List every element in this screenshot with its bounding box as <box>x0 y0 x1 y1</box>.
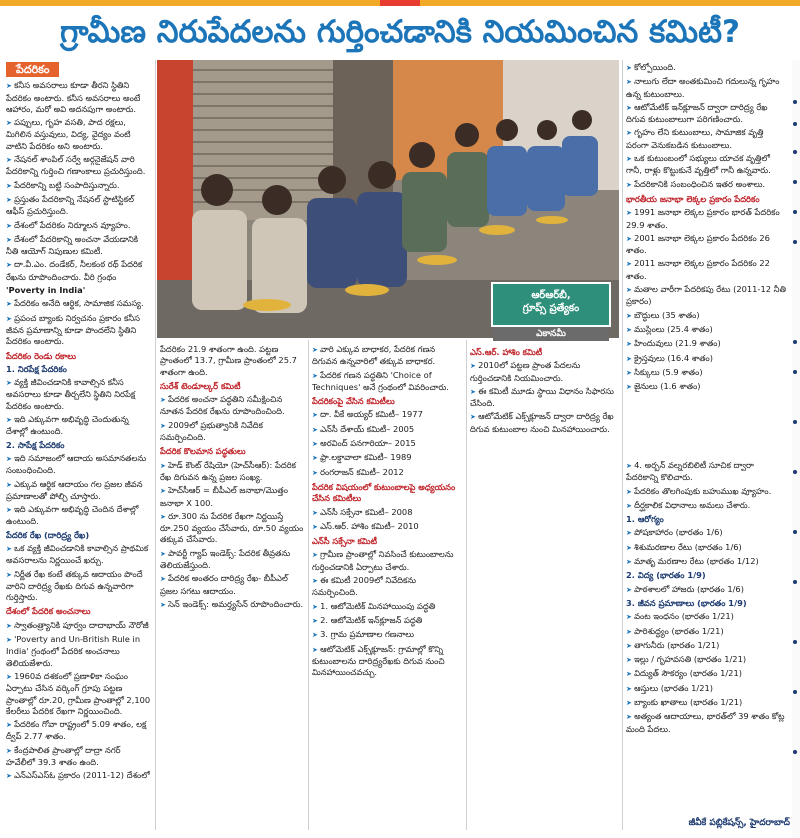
text-line: ➤ రంగరాజన్ కమిటీ– 2012 <box>312 467 462 479</box>
text-line: ➤ పోషకాహారం (భారతం 1/6) <box>626 527 788 539</box>
text-line: ➤ పేదరిక అంతరం దారిద్ర్య రేఖ- బీపీఎల్ ప్రజల సగటు ఆదాయం. <box>160 573 305 597</box>
text-line: ➤ పేదరికం గోవా రాష్ట్రంలో 5.09 శాతం, లక్ష ద్వీప్ 2.77 శాతం. <box>6 719 152 743</box>
text-line: ➤ జైనులు (1.6 శాతం) <box>626 381 786 393</box>
text-line: ➤ 1991 జనాభా లెక్కల ప్రకారం భారత్ పేదరికం 29.9 శాతం. <box>626 207 786 231</box>
india-list <box>6 620 152 783</box>
saxena-list <box>312 549 462 678</box>
text-line: ➤ గృహం లేని కుటుంబాలు, సామాజిక వృత్తి పరంగా వెనుకబడిన కుటుంబాలు. <box>626 127 786 151</box>
intro2-list <box>6 298 152 347</box>
adjacent-page-edge <box>792 60 800 838</box>
health-heading: 1. ఆరోగ్యం <box>626 514 664 525</box>
text-line: ➤ ఎక్కువ ఆర్థిక ఆదాయం గల ప్రజల జీవన ప్రమాణాలతో పోల్చి చూస్తారు. <box>6 479 152 503</box>
col3-top-list <box>312 344 462 393</box>
text-line: ➤ హెచ్‌సీఆర్ = బీపీఎల్ జనాభా/మొత్తం జనాభా X 100. <box>160 485 305 509</box>
text-line: ➤ 2009లో ప్రభుత్వానికి నివేదిక సమర్పించింది. <box>160 420 305 444</box>
text-line: ➤ సిక్కులు (5.9 శాతం) <box>626 367 786 379</box>
column-divider <box>308 340 309 830</box>
category-badge <box>491 282 611 339</box>
text-line: ➤ దేశంలో పేదరికం నిర్మూలన వ్యూహం. <box>6 220 152 232</box>
author-label: ఎకానమీ <box>493 327 609 341</box>
text-line: పేదరికం 21.9 శాతంగా ఉంది. పట్టణ ప్రాంతంలో 13.7, గ్రామీణ ప్రాంతంలో 25.7 శాతంగా ఉంది. <box>160 344 297 377</box>
health-list <box>626 527 788 568</box>
text-line: ➤ పేదరికం అనేది ఆర్థిక, సామాజిక సమస్య. <box>6 298 152 310</box>
absolute-heading: 1. నిరపేక్ష పేదరికం <box>6 363 67 374</box>
measure-list <box>160 460 305 612</box>
top-color-bar <box>0 0 800 6</box>
source-credit: జీవీకే పబ్లికేషన్స్, హైదరాబాద్ <box>688 818 790 828</box>
badge-line-1: ఆర్‌ఆర్‌బీ, <box>531 290 571 301</box>
col2-top-list <box>160 344 305 378</box>
column-divider <box>466 340 467 830</box>
text-line: ➤ గ్రామీణ ప్రాంతాల్లో నివసించే కుటుంబాలను గుర్తించడానికి ఏర్పాటు చేశారు. <box>312 549 462 573</box>
census-heading: భారతీయ జనాభా లెక్కల ప్రకారం పేదరికం <box>626 193 760 204</box>
text-line: ➤ 2011 జనాభా లెక్కల ప్రకారం పేదరికం 22 శాతం. <box>626 258 786 282</box>
relative-list <box>6 453 152 528</box>
text-line: ➤ ఆటోమెటిక్ ఎక్స్‌క్లూజన్: గ్రామాల్లో కొన్ని కుటుంబాలను దారిద్ర్యరేఖకు దిగువ నుంచి మినహాయించవచ్చు. <box>312 644 462 679</box>
rural-list <box>312 507 462 534</box>
text-line: ➤ రూ.300 ను పేదరిక రేఖగా నిర్ణయిస్తే రూ.250 వ్యయం చేసేవారు, రూ.50 వ్యయం తక్కువ చేసేవారు. <box>160 511 305 546</box>
column-2 <box>160 344 305 834</box>
census-list <box>626 207 786 393</box>
text-line: ➤ పేదరిక గణన పద్ధతిని 'Choice of Techniques' అనే గ్రంథంలో వివరించారు. <box>312 370 462 394</box>
col5-items <box>626 460 788 512</box>
text-line: ➤ సెన్ ఇండెక్స్: అమర్త్యసేన్ రూపొందించారు. <box>160 599 305 611</box>
book-title: 'Poverty in India' <box>6 285 86 296</box>
edu-list <box>626 584 788 596</box>
text-line: ➤ ఎన్ఎస్ఎస్ఓ ప్రకారం (2011-12) దేశంలో <box>6 770 152 782</box>
text-line: ➤ ఎస్.ఆర్. హాశిం కమిటీ– 2010 <box>312 521 462 533</box>
text-line: ➤ పారిశుద్ధ్యం (భారతం 1/21) <box>626 626 788 638</box>
text-line: ➤ ఇది సమాజంలో ఆదాయ అసమానతలను సంబంధించింది. <box>6 453 152 477</box>
text-line: ➤ 1960వ దశకంలో ప్రణాళికా సంఘం ఏర్పాటు చేసిన వర్కింగ్ గ్రూపు పట్టణ ప్రాంతాల్లో రూ.20, గ్రామీణ ప్రాంతాల్లో 2,100 కేలరీలు పేదరిక రేఖగా నిర్ణయించింది. <box>6 671 152 717</box>
text-line: ➤ హిందువులు (21.9 శాతం) <box>626 338 786 350</box>
committees-heading: పేదరికంపై వేసిన కమిటీలు <box>312 396 395 407</box>
text-line: ➤ పేదరికం తొలగింపుకు బహుముఖ వ్యూహం. <box>626 486 788 498</box>
committees-list <box>312 409 462 478</box>
text-line: ➤ క్రైస్తవులు (16.4 శాతం) <box>626 353 786 365</box>
line-list <box>6 543 152 603</box>
text-line: ➤ 'Poverty and Un-British Rule in India' గ్రంథంలో పేదరిక అంచనాలు తెలియజేశారు. <box>6 634 152 669</box>
text-line: ➤ దేశంలో పేదరికాన్ని అంచనా వేయడానికి నీతి ఆయోగ్ నిపుణుల కమిటీ. <box>6 234 152 258</box>
column-4b <box>470 344 620 834</box>
column-5 <box>626 460 788 815</box>
text-line: ➤ వ్యక్తి జీవించడానికి కావాల్సిన కనీస అవసరాలు కూడా తీర్చలేని స్థితిని నిరపేక్ష పేదరికం అంటారు. <box>6 377 152 412</box>
section-tag: పేదరికం <box>6 62 59 77</box>
relative-heading: 2. సాపేక్ష పేదరికం <box>6 439 65 450</box>
text-line: ➤ పేదరికానికి సంబంధించిన ఇతర అంశాలు. <box>626 179 786 191</box>
text-line: ➤ పప్పులు, గృహ వసతి, పాద రక్షలు, మిగిలిన వస్తువులు, విద్య, వైద్యం వంటి వాటిని పేదరికం అని అంటారు. <box>6 117 152 152</box>
suresh-list <box>160 394 305 443</box>
text-line: ➤ పాఠశాలలో హాజరు (భారతం 1/6) <box>626 584 788 596</box>
column-4 <box>626 62 786 457</box>
text-line: ➤ విద్యుత్ సౌకర్యం (భారతం 1/21) <box>626 668 788 680</box>
text-line: ➤ కేంద్రపాలిత ప్రాంతాల్లో దాద్రా నగర్ హవేలీలో 39.3 శాతం ఉంది. <box>6 745 152 769</box>
text-line: ➤ వంట ఇంధనం (భారతం 1/21) <box>626 611 788 623</box>
absolute-list <box>6 377 152 437</box>
text-line: ➤ మాతృ మరణాల రేటు (భారతం 1/12) <box>626 556 788 568</box>
text-line: ➤ ఆస్తులు (భారతం 1/21) <box>626 683 788 695</box>
col4-top-list <box>626 62 786 191</box>
text-line: ➤ బౌద్ధులు (35 శాతం) <box>626 310 786 322</box>
text-line: ➤ హెడ్ కౌంట్ రేషియో (హెచ్‌సీఆర్): పేదరిక రేఖ దిగువన ఉన్న ప్రజల సంఖ్య. <box>160 460 305 484</box>
text-line: ➤ పేదరిక అంచనా పద్ధతిని సమీక్షించిన నూతన పేదరిక రేఖను రూపొందించింది. <box>160 394 305 418</box>
text-line: ➤ ఎన్‌సీ సక్సేనా కమిటీ– 2008 <box>312 507 462 519</box>
column-divider <box>622 60 623 830</box>
text-line: ➤ తాగునీరు (భారతం 1/21) <box>626 640 788 652</box>
edu-heading: 2. విద్య (భారతం 1/9) <box>626 570 706 581</box>
text-line: ➤ ఎన్‌సీ దేశాయ్ కమిటీ– 2005 <box>312 424 462 436</box>
text-line: ➤ పావర్టీ గ్యాప్ ఇండెక్స్: పేదరిక తీవ్రతను తెలియజేస్తుంది. <box>160 548 305 572</box>
text-line: ➤ కోల్పోయింది. <box>626 62 786 74</box>
suresh-heading: సురేశ్ టెండూల్కర్ కమిటీ <box>160 380 241 391</box>
text-line: ➤ అత్యంత ఆదాయాలు, భారత్‌లో 39 శాతం కోట్ల మంది పేదలు. <box>626 711 788 735</box>
living-heading: 3. జీవన ప్రమాణాలు (భారతం 1/9) <box>626 597 747 608</box>
text-line: ➤ 2001 జనాభా లెక్కల ప్రకారం పేదరికం 26 శాతం. <box>626 233 786 257</box>
text-line: ➤ కనీస అవసరాలు కూడా తీరని స్థితిని పేదరికం అంటారు. కనీస అవసరాలు అంటే ఆహారం, మరో అవి అదనపుగా అంటారు. <box>6 80 152 115</box>
text-line: ➤ 2010లో పట్టణ ప్రాంత పేదలను గుర్తించడానికి నియమించారు. <box>470 360 620 384</box>
text-line: ➤ ప్రపంచ బ్యాంకు నిర్వచనం ప్రకారం కనీస జీవన ప్రమాణాన్ని కూడా పొందలేని స్థితిని పేదరికం అంటారు. <box>6 313 152 348</box>
india-heading: దేశంలో పేదరిక అంచనాలు <box>6 606 91 617</box>
text-line: ➤ దా.వీ.ఎం. దండేకర్, నీలకంఠ రథ్ పేదరిక రేఖను రూపొందించారు. వీరి గ్రంథం <box>6 259 152 283</box>
text-line: ➤ అరవింద్ పనగారియా– 2015 <box>312 438 462 450</box>
types-heading: పేదరికం రెండు రకాలు <box>6 350 76 361</box>
text-line: ➤ 4. అర్బన్ వల్నరబిలిటీ సూచిక ద్వారా పేదరికాన్ని కొలిచారు. <box>626 460 788 484</box>
text-line: ➤ నిర్ణీత రేఖ కంటే తక్కువ ఆదాయం పొందే వారిని దారిద్ర్య రేఖకు దిగువ ఉన్నవారిగా గుర్తిస్తారు. <box>6 569 152 604</box>
text-line: ➤ 3. గ్రామ ప్రమాణాల గణనాలు <box>312 629 462 641</box>
text-line: ➤ ముస్లింలు (25.4 శాతం) <box>626 324 786 336</box>
text-line: ➤ 2. ఆటోమెటిక్ ఇన్‌క్లూజన్ పద్ధతి <box>312 615 462 627</box>
page-headline: గ్రామీణ నిరుపేదలను గుర్తించడానికి నియమించిన కమిటీ? <box>59 14 741 50</box>
text-line: ➤ మతాల వారీగా పేదరికపు రేటు (2011-12 నీతి ప్రకారం) <box>626 284 786 308</box>
text-line: ➤ ఇది ఎక్కువగా అభివృద్ధి చెందిన దేశాల్లో ఉంటుంది. <box>6 504 152 528</box>
text-line: ➤ ఒక కుటుంబంలో సభ్యులు యాచక వృత్తిలో గానీ, రాళ్లు కొట్టుకునే వృత్తిలో గానీ ఉన్నవారు. <box>626 153 786 177</box>
text-line: ➤ ఈ కమిటీ 2009లో నివేదికను సమర్పించింది. <box>312 575 462 599</box>
text-line: ➤ ఆటోమేటిక్ ఎక్స్‌క్లూజన్ ద్వారా దారిద్ర్య రేఖ దిగువ కుటుంబాల నుంచి మినహాయించారు. <box>470 411 620 435</box>
text-line: ➤ దీర్ఘకాలిక విధానాలు అమలు చేశారు. <box>626 500 788 512</box>
rural-heading: పేదరిక విషయంలో కుటుంబాలపై అధ్యయనం చేసిన కమిటీలు <box>312 481 456 504</box>
text-line: ➤ స్వాతంత్ర్యానికి పూర్వం దాదాభాయ్ నౌరోజీ <box>6 620 152 632</box>
text-line: ➤ ఇల్లు / గృహవసతి (భారతం 1/21) <box>626 654 788 666</box>
text-line: ➤ ఇది ఎక్కువగా అభివృద్ధి చెందుతున్న దేశాల్లో ఉంటుంది. <box>6 414 152 438</box>
column-divider <box>155 60 156 830</box>
text-line: ➤ నాలుగు లేదా అంతకుమించి గదులున్న గృహం ఉన్న కుటుంబాలు. <box>626 76 786 100</box>
text-line: ➤ శిశుమరణాల రేటు (భారతం 1/6) <box>626 542 788 554</box>
measure-heading: పేదరిక కొలమాన పద్ధతులు <box>160 446 246 457</box>
top-accent-mark <box>380 0 420 6</box>
text-line: ➤ నేషనల్ శాంపిల్ సర్వే అర్గనైజేషన్ వారి పేదరికాన్ని గుర్తించి గణాంకాలు ప్రచురిస్తుంది. <box>6 154 152 178</box>
line-heading: పేదరిక రేఖ (దారిద్ర్య రేఖ) <box>6 529 90 540</box>
text-line: ➤ పేదరికాన్ని బట్టి సంపాదిస్తున్నారు. <box>6 180 152 192</box>
text-line: ➤ 1. ఆటోమెటిక్ మినహాయింపు పద్ధతి <box>312 601 462 613</box>
text-line: ➤ ఫ్రా.లక్డావాలా కమిటీ– 1989 <box>312 452 462 464</box>
intro-list <box>6 80 152 283</box>
hashim-list <box>470 360 620 435</box>
text-line: ➤ బ్యాంకు ఖాతాలు (భారతం 1/21) <box>626 697 788 709</box>
text-line: ➤ ప్రస్తుతం పేదరికాన్ని నేషనల్ స్టాటిస్టికల్ ఆఫీస్ ప్రచురిస్తుంది. <box>6 194 152 218</box>
living-list <box>626 611 788 735</box>
text-line: ➤ ఆటోమేటిక్ ఇన్‌క్లూజన్ ద్వారా దారిద్ర్య రేఖ దిగువ కుటుంబాలుగా పరిగణించారు. <box>626 102 786 126</box>
hashim-heading: ఎస్.ఆర్. హాశిం కమిటీ <box>470 347 543 357</box>
text-line: ➤ వారి ఎక్కువ బాధాకర, పేదరిక గణన దిగువన ఉన్నవారిలో తక్కువ బాధాకర. <box>312 344 462 368</box>
text-line: ➤ ఈ కమిటీ మూడు స్థాయి విధానం సిఫారసు చేసింది. <box>470 386 620 410</box>
column-1 <box>6 62 152 832</box>
saxena-heading: ఎన్‌సీ సక్సేనా కమిటీ <box>312 536 377 547</box>
badge-line-2: గ్రూప్స్ ప్రత్యేకం <box>522 303 580 314</box>
text-line: ➤ దా. వీకే అయ్యర్ కమిటీ– 1977 <box>312 409 462 421</box>
text-line: ➤ ఒక వ్యక్తి జీవించడానికి కావాల్సిన ప్రాథమిక అవసరాలను నిర్ణయించే ఖర్చు. <box>6 543 152 567</box>
column-3 <box>312 344 462 834</box>
